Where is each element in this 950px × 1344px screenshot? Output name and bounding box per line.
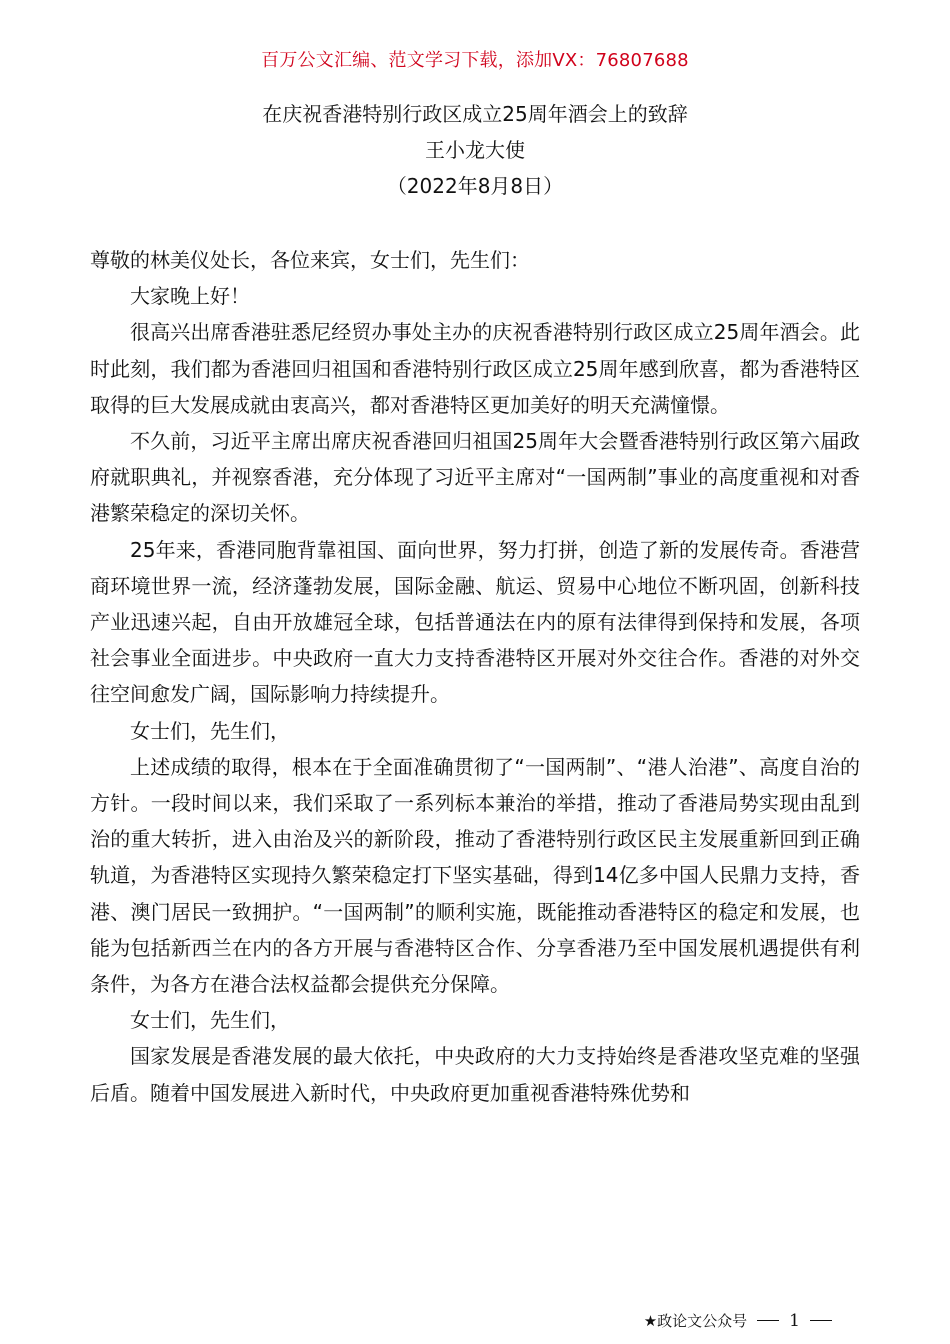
document-author: 王小龙大使 [425, 138, 525, 162]
page-number: 1 [789, 1310, 800, 1331]
footer-source: ★政论文公众号 [643, 1312, 748, 1330]
page-footer [644, 1310, 832, 1331]
paragraph: 国家发展是香港发展的最大依托，中央政府的大力支持始终是香港攻坚克难的坚强后盾。随着中国发展进入新时代，中央政府更加重视香港特殊优势和 [90, 1044, 860, 1105]
footer-dash-left [757, 1320, 779, 1321]
title-block [0, 96, 950, 204]
paragraph: 大家晚上好！ [130, 284, 250, 309]
paragraph: 女士们，先生们， [130, 718, 290, 743]
paragraph: 不久前，习近平主席出席庆祝香港回归祖国25周年大会暨香港特别行政区第六届政府就职典礼，并视察香港，充分体现了习近平主席对“一国两制”事业的高度重视和对香港繁荣稳定的深切关怀。 [90, 429, 860, 526]
promo-header: 百万公文汇编、范文学习下载，添加VX：76807688 [261, 50, 689, 71]
document-date: （2022年8月8日） [386, 174, 564, 198]
paragraph: 25年来，香港同胞背靠祖国、面向世界，努力打拼，创造了新的发展传奇。香港营商环境世界一流，经济蓬勃发展，国际金融、航运、贸易中心地位不断巩固，创新科技产业迅速兴起，自由开放雄冠全球，包括普通法在内的原有法律得到保持和发展，各项社会事业全面进步。中央政府一直大力支持香港特区开展对外交往合作。香港的对外交往空间愈发广阔，国际影响力持续提升。 [90, 537, 860, 707]
paragraph: 女士们，先生们， [130, 1008, 290, 1033]
paragraph: 很高兴出席香港驻悉尼经贸办事处主办的庆祝香港特别行政区成立25周年酒会。此时此刻，我们都为香港回归祖国和香港特别行政区成立25周年感到欣喜，都为香港特区取得的巨大发展成就由衷高兴，都对香港特区更加美好的明天充满憧憬。 [90, 320, 860, 417]
document-body [90, 242, 860, 1111]
paragraph: 上述成绩的取得，根本在于全面准确贯彻了“一国两制”、“港人治港”、高度自治的方针。一段时间以来，我们采取了一系列标本兼治的举措，推动了香港局势实现由乱到治的重大转折，进入由治及兴的新阶段，推动了香港特别行政区民主发展重新回到正确轨道，为香港特区实现持久繁荣稳定打下坚实基础，得到14亿多中国人民鼎力支持，香港、澳门居民一致拥护。“一国两制”的顺利实施，既能推动香港特区的稳定和发展，也能为包括新西兰在内的各方开展与香港特区合作、分享香港乃至中国发展机遇提供有利条件，为各方在港合法权益都会提供充分保障。 [90, 754, 860, 997]
document-title: 在庆祝香港特别行政区成立25周年酒会上的致辞 [262, 102, 688, 126]
salutation: 尊敬的林美仪处长，各位来宾，女士们，先生们： [90, 248, 530, 272]
footer-dash-right [810, 1320, 832, 1321]
